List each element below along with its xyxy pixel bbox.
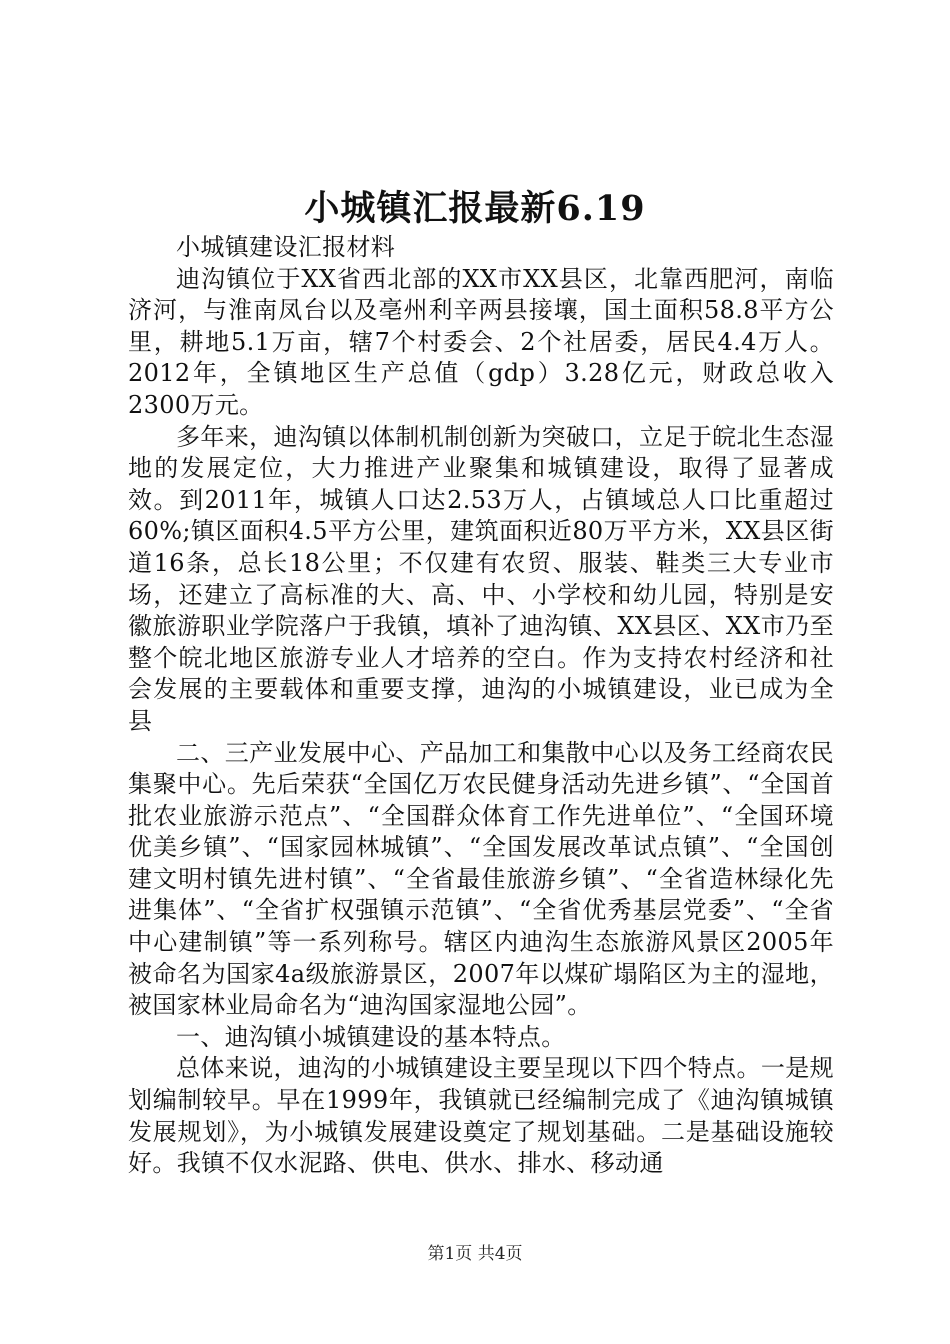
section-heading-features: 一、迪沟镇小城镇建设的基本特点。: [176, 1022, 566, 1051]
document-title: 小城镇汇报最新6.19: [304, 188, 646, 229]
paragraph-features: 总体来说，迪沟的小城镇建设主要呈现以下四个特点。一是规划编制较早。早在1999年，我镇就已经编制完成了《迪沟镇城镇发展规划》，为小城镇发展建设奠定了规划基础。二是基础设施较好。我镇不仅水泥路、供电、供水、排水、移动通: [128, 1054, 834, 1178]
paragraph-development: 多年来，迪沟镇以体制机制创新为突破口，立足于皖北生态湿地的发展定位，大力推进产业聚集和城镇建设，取得了显著成效。到2011年，城镇人口达2.53万人，占镇域总人口比重超过60%;镇区面积4.5平方公里，建筑面积近80万平方米，XX县区街道16条，总长18公里；不仅建有农贸、服装、鞋类三大专业市场，还建立了高标准的大、高、中、小学校和幼儿园，特别是安徽旅游职业学院落户于我镇，填补了迪沟镇、XX县区、XX市乃至整个皖北地区旅游专业人才培养的空白。作为支持农村经济和社会发展的主要载体和重要支撑，迪沟的小城镇建设，业已成为全县: [128, 422, 834, 735]
paragraph-overview: 迪沟镇位于XX省西北部的XX市XX县区，北靠西肥河，南临济河，与淮南凤台以及亳州利辛两县接壤，国土面积58.8平方公里，耕地5.1万亩，辖7个村委会、2个社居委，居民4.4万人。2012年，全镇地区生产总值（gdp）3.28亿元，财政总收入2300万元。: [128, 264, 834, 419]
page-number-footer: 第1页 共4页: [427, 1244, 523, 1264]
paragraph-honors: 二、三产业发展中心、产品加工和集散中心以及务工经商农民集聚中心。先后荣获“全国亿万农民健身活动先进乡镇”、“全国首批农业旅游示范点”、“全国群众体育工作先进单位”、“全国环境优美乡镇”、“国家园林城镇”、“全国发展改革试点镇”、“全国创建文明村镇先进村镇”、“全省最佳旅游乡镇”、“全省造林绿化先进集体”、“全省扩权强镇示范镇”、“全省优秀基层党委”、“全省中心建制镇”等一系列称号。辖区内迪沟生态旅游风景区2005年被命名为国家4a级旅游景区，2007年以煤矿塌陷区为主的湿地，被国家林业局命名为“迪沟国家湿地公园”。: [128, 738, 834, 1020]
paragraph-subtitle: 小城镇建设汇报材料: [176, 233, 396, 261]
document-body: [128, 232, 834, 1180]
